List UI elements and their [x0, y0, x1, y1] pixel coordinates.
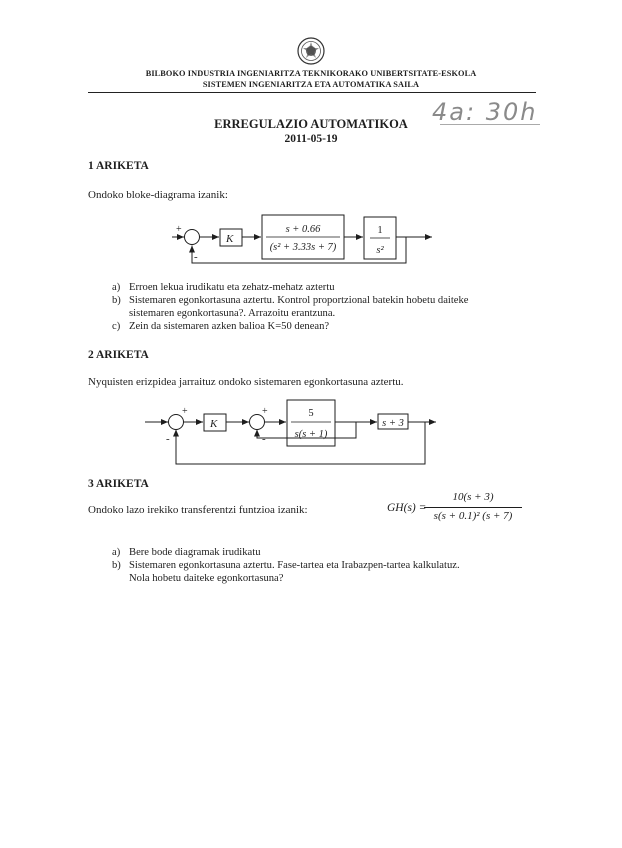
exercise3-heading: 3 ARIKETA — [88, 478, 149, 490]
inner-plus-sign: + — [262, 406, 268, 417]
exercise3-item-b: b) Sistemaren egonkortasuna aztertu. Fase-tartea eta Irabazpen-tartea kalkulatuz. — [112, 560, 460, 571]
inner-minus-sign: - — [262, 433, 266, 445]
formula-denominator: s(s + 0.1)² (s + 7) — [433, 510, 513, 522]
gain-label: K — [210, 418, 218, 430]
tf-numerator: s + 0.66 — [285, 224, 321, 235]
exercise3-item-b-cont: Nola hobetu daiteke egonkortasuna? — [129, 573, 284, 584]
formula-fraction-bar — [424, 507, 522, 508]
tf-denominator: (s² + 3.33s + 7) — [269, 242, 337, 253]
gain-label: K — [226, 233, 234, 245]
exam-date: 2011-05-19 — [284, 133, 338, 145]
block-diagram-2 — [0, 392, 622, 472]
exercise1-item-b: b) Sistemaren egonkortasuna aztertu. Kontrol proportzional batekin hobetu daiteke — [112, 295, 469, 306]
header-rule — [88, 92, 536, 93]
university-seal-logo — [296, 36, 326, 66]
plant-numerator: 5 — [308, 408, 314, 419]
summing-junction — [185, 230, 200, 245]
block-diagram-1 — [0, 205, 622, 270]
exercise3-item-a: a) Bere bode diagramak irudikatu — [112, 547, 261, 558]
plus-sign: + — [176, 224, 182, 235]
outer-plus-sign: + — [182, 406, 188, 417]
exercise2-heading: 2 ARIKETA — [88, 349, 149, 361]
exercise1-heading: 1 ARIKETA — [88, 160, 149, 172]
outer-minus-sign: - — [166, 433, 170, 445]
school-name: BILBOKO INDUSTRIA INGENIARITZA TEKNIKORAKO UNIBERTSITATE-ESKOLA — [145, 69, 477, 78]
department-name: SISTEMEN INGENIARITZA ETA AUTOMATIKA SAILA — [202, 80, 420, 89]
formula-numerator: 10(s + 3) — [452, 491, 494, 503]
integrator-numerator: 1 — [377, 225, 383, 236]
exercise1-item-b-cont: sistemaren egonkortasuna?. Arrazoitu erantzuna. — [129, 308, 336, 319]
plant-denominator: s(s + 1) — [294, 429, 328, 440]
exercise1-intro: Ondoko bloke-diagrama izanik: — [88, 189, 228, 201]
integrator-denominator: s² — [376, 245, 384, 256]
exam-title: ERREGULAZIO AUTOMATIKOA — [214, 117, 408, 131]
exercise1-item-c: c) Zein da sistemaren azken balioa K=50 denean? — [112, 321, 330, 332]
minus-sign: - — [194, 251, 198, 263]
exercise2-intro: Nyquisten erizpidea jarraituz ondoko sistemaren egonkortasuna aztertu. — [88, 376, 404, 388]
zero-block-label: s + 3 — [382, 418, 404, 429]
exercise3-intro: Ondoko lazo irekiko transferentzi funtzioa izanik: — [88, 504, 308, 516]
exercise1-item-a: a) Erroen lekua irudikatu eta zehatz-mehatz aztertu — [112, 282, 335, 293]
handwritten-note: 4a: 30h — [432, 98, 538, 126]
formula-lhs: GH(s) = — [387, 502, 427, 514]
